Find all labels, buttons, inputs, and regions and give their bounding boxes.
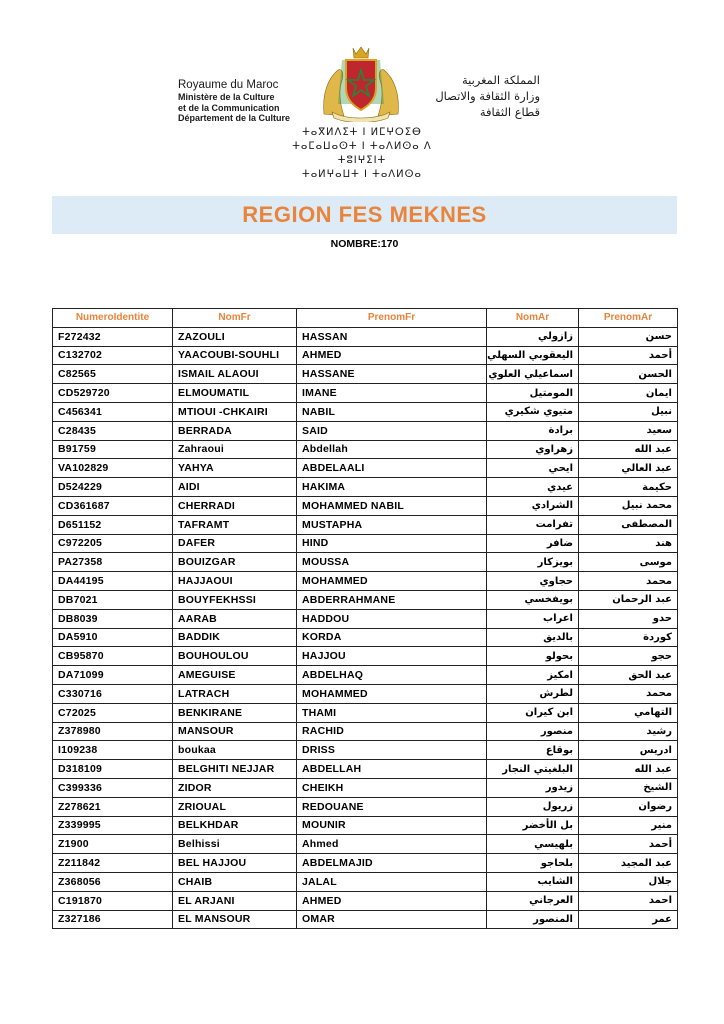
nom-fr-cell: BERRADA: [173, 421, 297, 440]
ministry-line2-fr: et de la Communication: [178, 102, 280, 113]
ministry-name-ar: [410, 72, 540, 120]
table-row: [53, 797, 678, 816]
prenom-fr-cell: Ahmed: [297, 835, 487, 854]
nom-fr-cell: AIDI: [173, 478, 297, 497]
prenom-ar-cell: عبد الله: [579, 760, 678, 779]
column-header-prenom-fr: PrenomFr: [297, 309, 487, 328]
prenom-ar-cell: حدو: [579, 609, 678, 628]
prenom-ar-cell: عمر: [579, 910, 678, 929]
prenom-ar-cell: عبد الرحمان: [579, 590, 678, 609]
department-name-tifinagh: ⵜⴰⵍⵖⴰⵡⵜ ⵏ ⵜⴰⴷⵍⵙⴰ: [302, 169, 422, 180]
numero-identite-cell: DA5910: [53, 628, 173, 647]
column-header-nom-fr: NomFr: [173, 309, 297, 328]
names-table: [52, 308, 678, 929]
ministry-line-ar: وزارة الثقافة والاتصال: [435, 89, 540, 103]
nom-ar-cell: الشايب: [487, 872, 579, 891]
numero-identite-cell: C399336: [53, 778, 173, 797]
kingdom-name-tifinagh: ⵜⴰⴳⵍⴷⵉⵜ ⵏ ⵍⵎⵖⵔⵉⴱ: [302, 127, 422, 138]
table-row: [53, 459, 678, 478]
nom-ar-cell: ضافر: [487, 534, 579, 553]
nom-fr-cell: Zahraoui: [173, 440, 297, 459]
nom-fr-cell: BOUYFEKHSSI: [173, 590, 297, 609]
prenom-ar-cell: التهامي: [579, 703, 678, 722]
prenom-fr-cell: ABDERRAHMANE: [297, 590, 487, 609]
nom-ar-cell: زهراوي: [487, 440, 579, 459]
nom-ar-cell: بل الأخضر: [487, 816, 579, 835]
nom-fr-cell: ZIDOR: [173, 778, 297, 797]
numero-identite-cell: Z278621: [53, 797, 173, 816]
table-row: [53, 628, 678, 647]
prenom-ar-cell: رضوان: [579, 797, 678, 816]
table-row: [53, 327, 678, 346]
table-row: [53, 384, 678, 403]
numero-identite-cell: Z339995: [53, 816, 173, 835]
nom-ar-cell: حجاوي: [487, 572, 579, 591]
nom-ar-cell: العرجاني: [487, 891, 579, 910]
ministry-line-fr: Ministère de la Culture: [178, 92, 275, 102]
prenom-fr-cell: AHMED: [297, 346, 487, 365]
prenom-fr-cell: MOHAMMED: [297, 684, 487, 703]
prenom-fr-cell: DRISS: [297, 741, 487, 760]
numero-identite-cell: DB7021: [53, 590, 173, 609]
table-row: [53, 553, 678, 572]
nom-fr-cell: MANSOUR: [173, 722, 297, 741]
prenom-fr-cell: ABDELLAH: [297, 760, 487, 779]
nom-fr-cell: BELGHITI NEJJAR: [173, 760, 297, 779]
prenom-ar-cell: عبد الله: [579, 440, 678, 459]
prenom-fr-cell: HAJJOU: [297, 647, 487, 666]
table-row: [53, 440, 678, 459]
nom-fr-cell: YAACOUBI-SOUHLI: [173, 346, 297, 365]
numero-identite-cell: B91759: [53, 440, 173, 459]
numero-identite-cell: DA44195: [53, 572, 173, 591]
prenom-ar-cell: عبد العالي: [579, 459, 678, 478]
ministry-line-tifinagh: ⵜⴰⵎⴰⵡⴰⵙⵜ ⵏ ⵜⴰⴷⵍⵙⴰ ⴷ ⵜⵓⵏⵖⵉⵏⵜ: [292, 141, 432, 166]
numero-identite-cell: D318109: [53, 760, 173, 779]
nom-ar-cell: اسماعيلي العلوي: [487, 365, 579, 384]
prenom-fr-cell: HIND: [297, 534, 487, 553]
table-row: [53, 741, 678, 760]
nom-ar-cell: ايحي: [487, 459, 579, 478]
table-row: [53, 478, 678, 497]
nom-fr-cell: BENKIRANE: [173, 703, 297, 722]
numero-identite-cell: C82565: [53, 365, 173, 384]
prenom-ar-cell: عبد المجيد: [579, 854, 678, 873]
nom-fr-cell: MTIOUI -CHKAIRI: [173, 402, 297, 421]
nom-fr-cell: AARAB: [173, 609, 297, 628]
prenom-fr-cell: KORDA: [297, 628, 487, 647]
nom-ar-cell: منصور: [487, 722, 579, 741]
nom-ar-cell: بويفخسي: [487, 590, 579, 609]
table-body: [53, 327, 678, 929]
prenom-fr-cell: MOUNIR: [297, 816, 487, 835]
numero-identite-cell: C972205: [53, 534, 173, 553]
numero-identite-cell: C191870: [53, 891, 173, 910]
prenom-fr-cell: NABIL: [297, 402, 487, 421]
column-header-numero-identite: NumeroIdentite: [53, 309, 173, 328]
nom-ar-cell: بلحاجو: [487, 854, 579, 873]
prenom-fr-cell: HASSANE: [297, 365, 487, 384]
department-name-ar: قطاع الثقافة: [479, 105, 540, 119]
table-row: [53, 778, 678, 797]
table-row: [53, 402, 678, 421]
prenom-fr-cell: AHMED: [297, 891, 487, 910]
prenom-ar-cell: رشيد: [579, 722, 678, 741]
nom-fr-cell: EL MANSOUR: [173, 910, 297, 929]
numero-identite-cell: D524229: [53, 478, 173, 497]
prenom-fr-cell: MOUSSA: [297, 553, 487, 572]
column-header-prenom-ar: PrenomAr: [579, 309, 678, 328]
nom-ar-cell: لطرش: [487, 684, 579, 703]
nom-ar-cell: البلغيتي النجار: [487, 760, 579, 779]
prenom-fr-cell: MOHAMMED: [297, 572, 487, 591]
prenom-fr-cell: ABDELAALI: [297, 459, 487, 478]
numero-identite-cell: CD529720: [53, 384, 173, 403]
prenom-ar-cell: عبد الحق: [579, 666, 678, 685]
nom-fr-cell: BELKHDAR: [173, 816, 297, 835]
nom-fr-cell: DAFER: [173, 534, 297, 553]
prenom-ar-cell: الحسن: [579, 365, 678, 384]
nom-fr-cell: LATRACH: [173, 684, 297, 703]
nom-ar-cell: زريول: [487, 797, 579, 816]
numero-identite-cell: F272432: [53, 327, 173, 346]
prenom-fr-cell: HASSAN: [297, 327, 487, 346]
nom-ar-cell: عيدي: [487, 478, 579, 497]
numero-identite-cell: Z378980: [53, 722, 173, 741]
prenom-ar-cell: الشيخ: [579, 778, 678, 797]
prenom-fr-cell: THAMI: [297, 703, 487, 722]
nom-fr-cell: Belhissi: [173, 835, 297, 854]
nom-fr-cell: BADDIK: [173, 628, 297, 647]
nom-ar-cell: متيوي شكيري: [487, 402, 579, 421]
table-row: [53, 835, 678, 854]
table-row: [53, 891, 678, 910]
numero-identite-cell: D651152: [53, 515, 173, 534]
prenom-fr-cell: RACHID: [297, 722, 487, 741]
table-row: [53, 609, 678, 628]
region-title: REGION FES MEKNES: [242, 202, 487, 227]
prenom-ar-cell: ادريس: [579, 741, 678, 760]
column-header-nom-ar: NomAr: [487, 309, 579, 328]
royal-coat-of-arms-icon: [318, 44, 404, 122]
nom-ar-cell: زيدور: [487, 778, 579, 797]
nom-ar-cell: زازولي: [487, 327, 579, 346]
prenom-fr-cell: CHEIKH: [297, 778, 487, 797]
prenom-fr-cell: ABDELHAQ: [297, 666, 487, 685]
numero-identite-cell: C132702: [53, 346, 173, 365]
table-row: [53, 421, 678, 440]
numero-identite-cell: C330716: [53, 684, 173, 703]
table-row: [53, 872, 678, 891]
nom-ar-cell: تفرامت: [487, 515, 579, 534]
department-name-fr: Département de la Culture: [178, 113, 291, 123]
nom-fr-cell: BEL HAJJOU: [173, 854, 297, 873]
nom-ar-cell: الشرادي: [487, 496, 579, 515]
prenom-fr-cell: REDOUANE: [297, 797, 487, 816]
nom-ar-cell: المومتيل: [487, 384, 579, 403]
nom-ar-cell: اليعقوبي السهلي: [487, 346, 579, 365]
prenom-ar-cell: كوردة: [579, 628, 678, 647]
prenom-fr-cell: OMAR: [297, 910, 487, 929]
table-row: [53, 346, 678, 365]
table-row: [53, 534, 678, 553]
table-row: [53, 496, 678, 515]
numero-identite-cell: C456341: [53, 402, 173, 421]
prenom-fr-cell: HAKIMA: [297, 478, 487, 497]
numero-identite-cell: DB8039: [53, 609, 173, 628]
nom-fr-cell: TAFRAMT: [173, 515, 297, 534]
nom-ar-cell: برادة: [487, 421, 579, 440]
nom-fr-cell: BOUIZGAR: [173, 553, 297, 572]
nom-fr-cell: ZAZOULI: [173, 327, 297, 346]
table-row: [53, 910, 678, 929]
nom-fr-cell: ELMOUMATIL: [173, 384, 297, 403]
prenom-ar-cell: أحمد: [579, 346, 678, 365]
table-header-row: [53, 309, 678, 328]
numero-identite-cell: PA27358: [53, 553, 173, 572]
numero-identite-cell: Z1900: [53, 835, 173, 854]
nom-fr-cell: YAHYA: [173, 459, 297, 478]
table-row: [53, 515, 678, 534]
prenom-ar-cell: محمد نبيل: [579, 496, 678, 515]
numero-identite-cell: VA102829: [53, 459, 173, 478]
nom-ar-cell: بالديق: [487, 628, 579, 647]
prenom-fr-cell: Abdellah: [297, 440, 487, 459]
prenom-fr-cell: ABDELMAJID: [297, 854, 487, 873]
table-row: [53, 572, 678, 591]
numero-identite-cell: C28435: [53, 421, 173, 440]
nom-fr-cell: CHAIB: [173, 872, 297, 891]
kingdom-name-fr: Royaume du Maroc: [178, 79, 279, 91]
nom-fr-cell: BOUHOULOU: [173, 647, 297, 666]
prenom-ar-cell: المصطفى: [579, 515, 678, 534]
prenom-fr-cell: SAID: [297, 421, 487, 440]
record-count: NOMBRE:170: [330, 238, 399, 250]
prenom-ar-cell: سعيد: [579, 421, 678, 440]
prenom-ar-cell: موسى: [579, 553, 678, 572]
table-row: [53, 854, 678, 873]
nom-fr-cell: ZRIOUAL: [173, 797, 297, 816]
nom-fr-cell: EL ARJANI: [173, 891, 297, 910]
prenom-ar-cell: هند: [579, 534, 678, 553]
prenom-ar-cell: جلال: [579, 872, 678, 891]
prenom-ar-cell: حكيمة: [579, 478, 678, 497]
prenom-ar-cell: نبيل: [579, 402, 678, 421]
numero-identite-cell: I109238: [53, 741, 173, 760]
nom-ar-cell: اعراب: [487, 609, 579, 628]
numero-identite-cell: DA71099: [53, 666, 173, 685]
nom-fr-cell: ISMAIL ALAOUI: [173, 365, 297, 384]
table-row: [53, 703, 678, 722]
table-row: [53, 816, 678, 835]
prenom-ar-cell: حسن: [579, 327, 678, 346]
nom-ar-cell: بوقاع: [487, 741, 579, 760]
table-row: [53, 760, 678, 779]
prenom-ar-cell: محمد: [579, 572, 678, 591]
nom-ar-cell: بلهيسي: [487, 835, 579, 854]
prenom-fr-cell: MOHAMMED NABIL: [297, 496, 487, 515]
numero-identite-cell: CB95870: [53, 647, 173, 666]
nom-ar-cell: المنصور: [487, 910, 579, 929]
numero-identite-cell: Z368056: [53, 872, 173, 891]
nom-ar-cell: ابن كيران: [487, 703, 579, 722]
nom-fr-cell: CHERRADI: [173, 496, 297, 515]
nom-fr-cell: AMEGUISE: [173, 666, 297, 685]
numero-identite-cell: Z211842: [53, 854, 173, 873]
prenom-ar-cell: حجو: [579, 647, 678, 666]
prenom-fr-cell: MUSTAPHA: [297, 515, 487, 534]
prenom-fr-cell: HADDOU: [297, 609, 487, 628]
prenom-ar-cell: أحمد: [579, 835, 678, 854]
ministry-name-fr: [178, 79, 318, 124]
numero-identite-cell: Z327186: [53, 910, 173, 929]
prenom-ar-cell: منير: [579, 816, 678, 835]
prenom-fr-cell: JALAL: [297, 872, 487, 891]
prenom-ar-cell: محمد: [579, 684, 678, 703]
table-row: [53, 722, 678, 741]
table-row: [53, 647, 678, 666]
numero-identite-cell: C72025: [53, 703, 173, 722]
prenom-fr-cell: IMANE: [297, 384, 487, 403]
nom-ar-cell: امكيز: [487, 666, 579, 685]
kingdom-name-ar: المملكة المغربية: [461, 73, 540, 87]
ministry-name-tifinagh: [282, 126, 442, 182]
nom-fr-cell: boukaa: [173, 741, 297, 760]
nom-fr-cell: HAJJAOUI: [173, 572, 297, 591]
numero-identite-cell: CD361687: [53, 496, 173, 515]
table-row: [53, 590, 678, 609]
region-banner: [52, 196, 677, 234]
nom-ar-cell: بويزكار: [487, 553, 579, 572]
prenom-ar-cell: ايمان: [579, 384, 678, 403]
nom-ar-cell: بحولو: [487, 647, 579, 666]
prenom-ar-cell: احمد: [579, 891, 678, 910]
table-row: [53, 365, 678, 384]
table-row: [53, 684, 678, 703]
table-row: [53, 666, 678, 685]
